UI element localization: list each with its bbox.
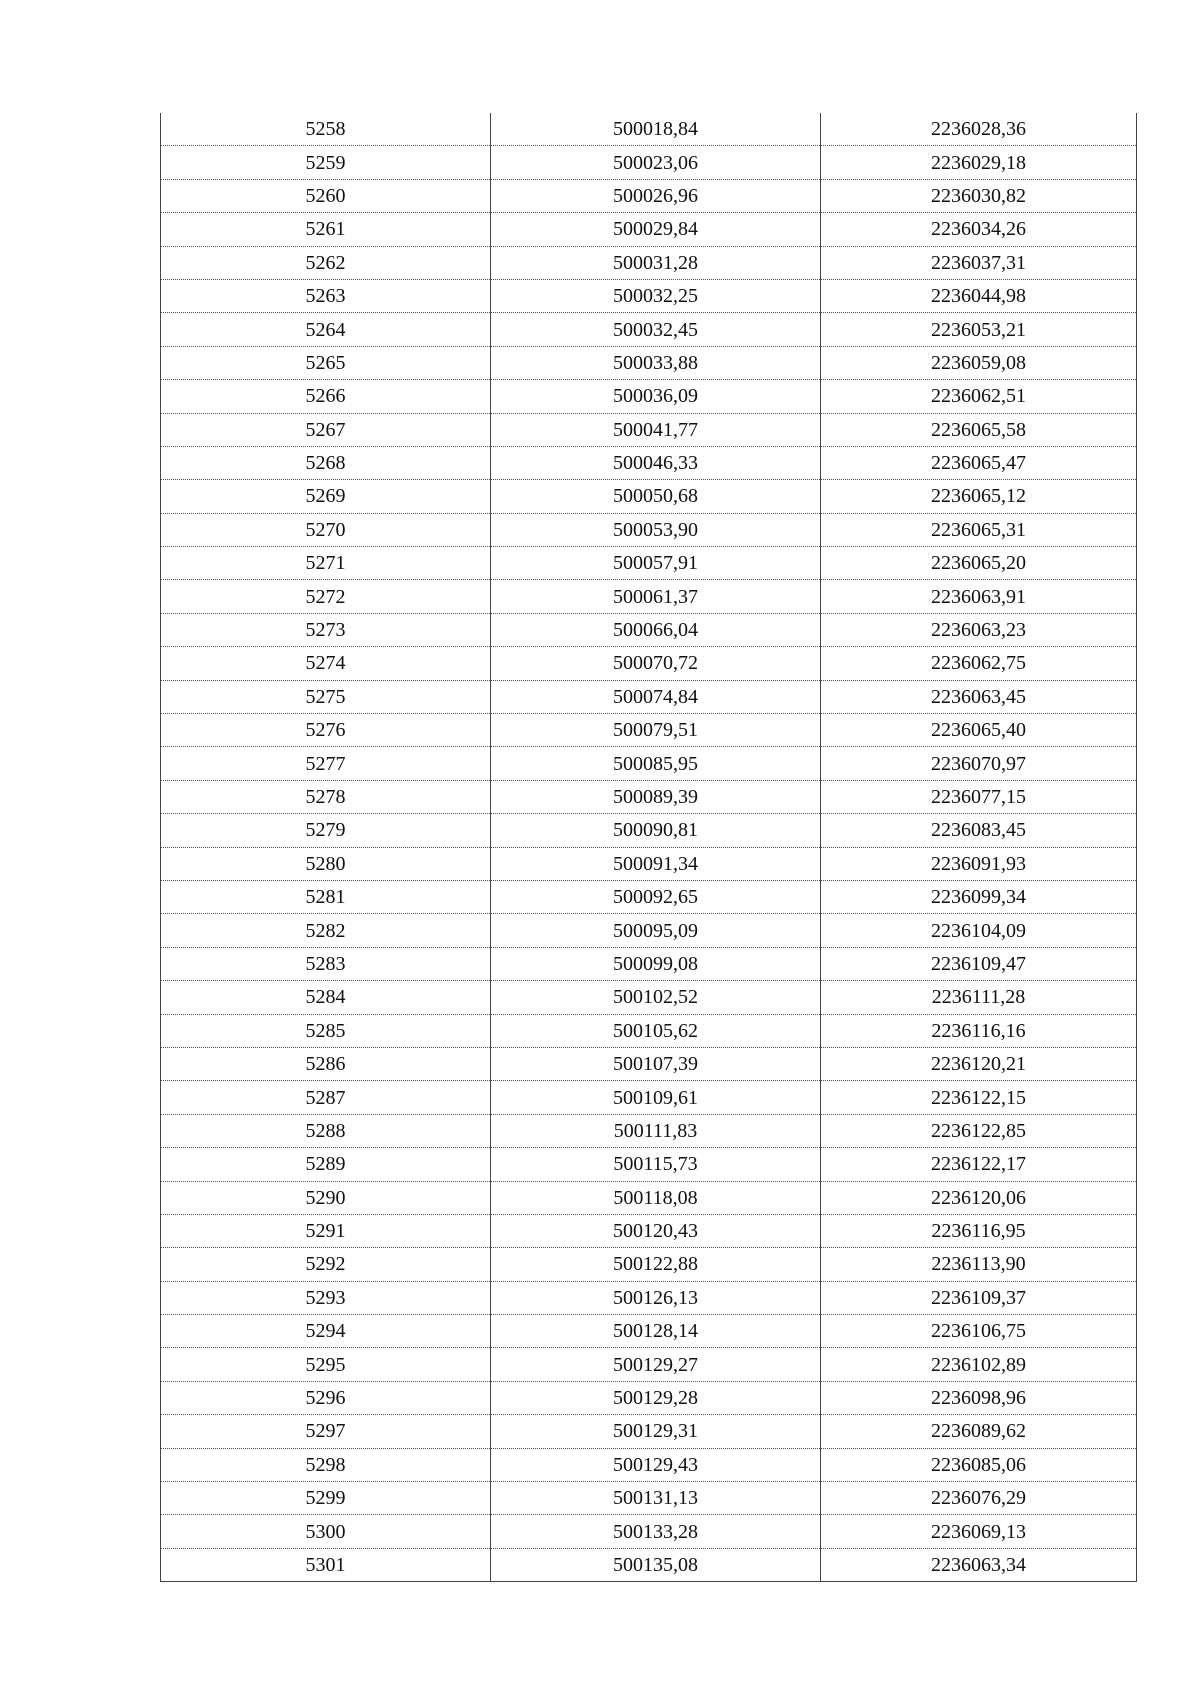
table-row	[161, 1348, 1137, 1381]
table-row	[161, 780, 1137, 813]
y-coordinate-cell: 2236113,90	[821, 1248, 1137, 1281]
table-row	[161, 914, 1137, 947]
y-coordinate-cell: 2236065,58	[821, 413, 1137, 446]
point-number-cell: 5295	[161, 1348, 491, 1381]
x-coordinate-cell: 500032,25	[491, 279, 821, 312]
x-coordinate-cell: 500033,88	[491, 346, 821, 379]
y-coordinate-cell: 2236034,26	[821, 213, 1137, 246]
point-number-cell: 5287	[161, 1081, 491, 1114]
y-coordinate-cell: 2236029,18	[821, 146, 1137, 179]
point-number-cell: 5274	[161, 647, 491, 680]
y-coordinate-cell: 2236116,95	[821, 1214, 1137, 1247]
point-number-cell: 5293	[161, 1281, 491, 1314]
table-row	[161, 1448, 1137, 1481]
y-coordinate-cell: 2236077,15	[821, 780, 1137, 813]
point-number-cell: 5280	[161, 847, 491, 880]
point-number-cell: 5294	[161, 1315, 491, 1348]
x-coordinate-cell: 500041,77	[491, 413, 821, 446]
table-row	[161, 113, 1137, 146]
y-coordinate-cell: 2236062,51	[821, 380, 1137, 413]
x-coordinate-cell: 500070,72	[491, 647, 821, 680]
x-coordinate-cell: 500111,83	[491, 1114, 821, 1147]
point-number-cell: 5296	[161, 1381, 491, 1414]
x-coordinate-cell: 500131,13	[491, 1482, 821, 1515]
point-number-cell: 5279	[161, 814, 491, 847]
point-number-cell: 5275	[161, 680, 491, 713]
y-coordinate-cell: 2236076,29	[821, 1482, 1137, 1515]
x-coordinate-cell: 500126,13	[491, 1281, 821, 1314]
table-row	[161, 847, 1137, 880]
y-coordinate-cell: 2236104,09	[821, 914, 1137, 947]
point-number-cell: 5288	[161, 1114, 491, 1147]
table-row	[161, 647, 1137, 680]
table-row	[161, 1214, 1137, 1247]
table-row	[161, 814, 1137, 847]
point-number-cell: 5265	[161, 346, 491, 379]
table-row	[161, 1515, 1137, 1548]
table-row	[161, 413, 1137, 446]
y-coordinate-cell: 2236109,47	[821, 947, 1137, 980]
y-coordinate-cell: 2236062,75	[821, 647, 1137, 680]
point-number-cell: 5291	[161, 1214, 491, 1247]
table-row	[161, 513, 1137, 546]
table-row	[161, 446, 1137, 479]
x-coordinate-cell: 500061,37	[491, 580, 821, 613]
table-row	[161, 1315, 1137, 1348]
point-number-cell: 5290	[161, 1181, 491, 1214]
y-coordinate-cell: 2236065,40	[821, 714, 1137, 747]
point-number-cell: 5284	[161, 981, 491, 1014]
y-coordinate-cell: 2236063,23	[821, 613, 1137, 646]
y-coordinate-cell: 2236063,91	[821, 580, 1137, 613]
point-number-cell: 5286	[161, 1047, 491, 1080]
y-coordinate-cell: 2236028,36	[821, 113, 1137, 146]
y-coordinate-cell: 2236083,45	[821, 814, 1137, 847]
x-coordinate-cell: 500099,08	[491, 947, 821, 980]
x-coordinate-cell: 500029,84	[491, 213, 821, 246]
table-row	[161, 313, 1137, 346]
y-coordinate-cell: 2236037,31	[821, 246, 1137, 279]
point-number-cell: 5271	[161, 547, 491, 580]
point-number-cell: 5269	[161, 480, 491, 513]
y-coordinate-cell: 2236069,13	[821, 1515, 1137, 1548]
x-coordinate-cell: 500089,39	[491, 780, 821, 813]
table-row	[161, 1114, 1137, 1147]
y-coordinate-cell: 2236099,34	[821, 880, 1137, 913]
table-row	[161, 1415, 1137, 1448]
y-coordinate-cell: 2236044,98	[821, 279, 1137, 312]
x-coordinate-cell: 500128,14	[491, 1315, 821, 1348]
x-coordinate-cell: 500107,39	[491, 1047, 821, 1080]
x-coordinate-cell: 500122,88	[491, 1248, 821, 1281]
x-coordinate-cell: 500109,61	[491, 1081, 821, 1114]
coordinates-table	[160, 113, 1137, 1582]
y-coordinate-cell: 2236120,06	[821, 1181, 1137, 1214]
table-row	[161, 680, 1137, 713]
table-row	[161, 714, 1137, 747]
point-number-cell: 5262	[161, 246, 491, 279]
coordinates-table-body	[161, 113, 1137, 1582]
x-coordinate-cell: 500074,84	[491, 680, 821, 713]
x-coordinate-cell: 500079,51	[491, 714, 821, 747]
x-coordinate-cell: 500032,45	[491, 313, 821, 346]
y-coordinate-cell: 2236111,28	[821, 981, 1137, 1014]
x-coordinate-cell: 500026,96	[491, 179, 821, 212]
table-row	[161, 1381, 1137, 1414]
x-coordinate-cell: 500090,81	[491, 814, 821, 847]
y-coordinate-cell: 2236070,97	[821, 747, 1137, 780]
x-coordinate-cell: 500095,09	[491, 914, 821, 947]
table-row	[161, 380, 1137, 413]
y-coordinate-cell: 2236098,96	[821, 1381, 1137, 1414]
x-coordinate-cell: 500023,06	[491, 146, 821, 179]
x-coordinate-cell: 500129,28	[491, 1381, 821, 1414]
table-row	[161, 1014, 1137, 1047]
x-coordinate-cell: 500091,34	[491, 847, 821, 880]
point-number-cell: 5297	[161, 1415, 491, 1448]
point-number-cell: 5259	[161, 146, 491, 179]
point-number-cell: 5263	[161, 279, 491, 312]
x-coordinate-cell: 500129,27	[491, 1348, 821, 1381]
table-row	[161, 981, 1137, 1014]
x-coordinate-cell: 500031,28	[491, 246, 821, 279]
point-number-cell: 5277	[161, 747, 491, 780]
x-coordinate-cell: 500018,84	[491, 113, 821, 146]
y-coordinate-cell: 2236122,15	[821, 1081, 1137, 1114]
point-number-cell: 5273	[161, 613, 491, 646]
table-row	[161, 613, 1137, 646]
table-row	[161, 1148, 1137, 1181]
point-number-cell: 5292	[161, 1248, 491, 1281]
table-row	[161, 1248, 1137, 1281]
table-row	[161, 1548, 1137, 1581]
point-number-cell: 5285	[161, 1014, 491, 1047]
x-coordinate-cell: 500057,91	[491, 547, 821, 580]
y-coordinate-cell: 2236089,62	[821, 1415, 1137, 1448]
y-coordinate-cell: 2236065,12	[821, 480, 1137, 513]
y-coordinate-cell: 2236122,17	[821, 1148, 1137, 1181]
point-number-cell: 5270	[161, 513, 491, 546]
point-number-cell: 5299	[161, 1482, 491, 1515]
point-number-cell: 5261	[161, 213, 491, 246]
x-coordinate-cell: 500105,62	[491, 1014, 821, 1047]
x-coordinate-cell: 500066,04	[491, 613, 821, 646]
y-coordinate-cell: 2236065,47	[821, 446, 1137, 479]
y-coordinate-cell: 2236065,31	[821, 513, 1137, 546]
table-row	[161, 1047, 1137, 1080]
point-number-cell: 5272	[161, 580, 491, 613]
table-row	[161, 246, 1137, 279]
table-row	[161, 580, 1137, 613]
point-number-cell: 5268	[161, 446, 491, 479]
y-coordinate-cell: 2236063,34	[821, 1548, 1137, 1581]
x-coordinate-cell: 500118,08	[491, 1181, 821, 1214]
table-row	[161, 1081, 1137, 1114]
point-number-cell: 5264	[161, 313, 491, 346]
table-row	[161, 279, 1137, 312]
table-row	[161, 880, 1137, 913]
point-number-cell: 5289	[161, 1148, 491, 1181]
table-row	[161, 179, 1137, 212]
y-coordinate-cell: 2236059,08	[821, 346, 1137, 379]
table-row	[161, 346, 1137, 379]
y-coordinate-cell: 2236106,75	[821, 1315, 1137, 1348]
table-row	[161, 213, 1137, 246]
point-number-cell: 5278	[161, 780, 491, 813]
x-coordinate-cell: 500133,28	[491, 1515, 821, 1548]
y-coordinate-cell: 2236053,21	[821, 313, 1137, 346]
y-coordinate-cell: 2236120,21	[821, 1047, 1137, 1080]
table-row	[161, 747, 1137, 780]
x-coordinate-cell: 500053,90	[491, 513, 821, 546]
x-coordinate-cell: 500120,43	[491, 1214, 821, 1247]
point-number-cell: 5281	[161, 880, 491, 913]
x-coordinate-cell: 500129,43	[491, 1448, 821, 1481]
table-row	[161, 1482, 1137, 1515]
x-coordinate-cell: 500092,65	[491, 880, 821, 913]
x-coordinate-cell: 500102,52	[491, 981, 821, 1014]
table-row	[161, 947, 1137, 980]
y-coordinate-cell: 2236102,89	[821, 1348, 1137, 1381]
y-coordinate-cell: 2236109,37	[821, 1281, 1137, 1314]
y-coordinate-cell: 2236085,06	[821, 1448, 1137, 1481]
x-coordinate-cell: 500036,09	[491, 380, 821, 413]
table-row	[161, 146, 1137, 179]
table-row	[161, 547, 1137, 580]
y-coordinate-cell: 2236065,20	[821, 547, 1137, 580]
point-number-cell: 5301	[161, 1548, 491, 1581]
point-number-cell: 5283	[161, 947, 491, 980]
point-number-cell: 5266	[161, 380, 491, 413]
point-number-cell: 5276	[161, 714, 491, 747]
x-coordinate-cell: 500085,95	[491, 747, 821, 780]
x-coordinate-cell: 500135,08	[491, 1548, 821, 1581]
y-coordinate-cell: 2236091,93	[821, 847, 1137, 880]
x-coordinate-cell: 500129,31	[491, 1415, 821, 1448]
x-coordinate-cell: 500046,33	[491, 446, 821, 479]
y-coordinate-cell: 2236030,82	[821, 179, 1137, 212]
x-coordinate-cell: 500050,68	[491, 480, 821, 513]
table-row	[161, 480, 1137, 513]
y-coordinate-cell: 2236063,45	[821, 680, 1137, 713]
point-number-cell: 5298	[161, 1448, 491, 1481]
point-number-cell: 5300	[161, 1515, 491, 1548]
y-coordinate-cell: 2236116,16	[821, 1014, 1137, 1047]
table-row	[161, 1281, 1137, 1314]
y-coordinate-cell: 2236122,85	[821, 1114, 1137, 1147]
point-number-cell: 5258	[161, 113, 491, 146]
point-number-cell: 5267	[161, 413, 491, 446]
x-coordinate-cell: 500115,73	[491, 1148, 821, 1181]
table-row	[161, 1181, 1137, 1214]
point-number-cell: 5260	[161, 179, 491, 212]
point-number-cell: 5282	[161, 914, 491, 947]
